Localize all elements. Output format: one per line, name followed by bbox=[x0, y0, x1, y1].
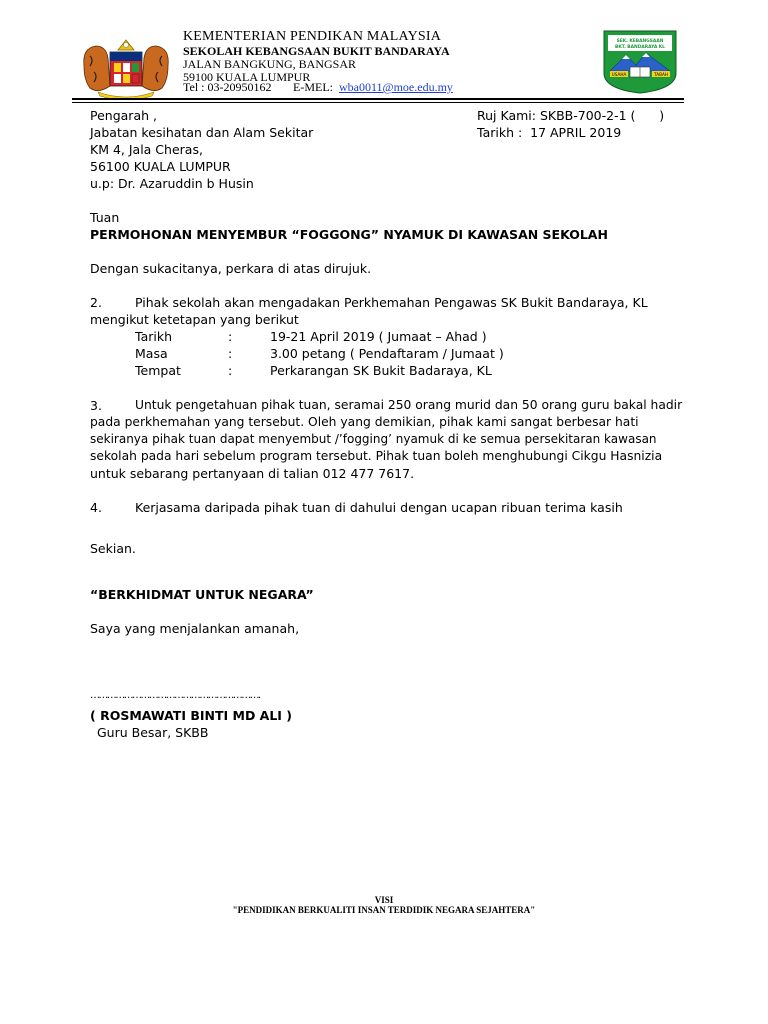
address-line-1: JALAN BANGKUNG, BANGSAR bbox=[183, 57, 357, 71]
letter-date: Tarikh : 17 APRIL 2019 bbox=[477, 125, 622, 140]
paragraph-3-line-3: sekiranya pihak tuan dapat menyembut /’fogging’ nyamuk di ke semua persekitaran kawasan bbox=[90, 432, 657, 446]
paragraph-2-first-line: Pihak sekolah akan mengadakan Perkhemahan Pengawas SK Bukit Bandaraya, KL bbox=[135, 295, 648, 310]
signatory-title: Guru Besar, SKBB bbox=[97, 725, 209, 740]
svg-text:BKT. BANDARAYA KL: BKT. BANDARAYA KL bbox=[615, 45, 665, 50]
detail-label-tempat: Tempat bbox=[135, 363, 181, 378]
email-label: E-MEL: bbox=[293, 80, 333, 94]
paragraph-2-number: 2. bbox=[90, 295, 102, 310]
header-divider bbox=[72, 98, 684, 100]
trust-statement: Saya yang menjalankan amanah, bbox=[90, 621, 300, 636]
detail-sep-tarikh: : bbox=[228, 329, 233, 344]
detail-label-tarikh: Tarikh bbox=[135, 329, 172, 344]
footer-vision-motto: "PENDIDIKAN BERKUALITI INSAN TERDIDIK NEGARA SEJAHTERA" bbox=[232, 905, 536, 915]
paragraph-4-number: 4. bbox=[90, 500, 102, 515]
school-name: SEKOLAH KEBANGSAAN BUKIT BANDARAYA bbox=[183, 44, 450, 58]
ministry-name: KEMENTERIAN PENDIKAN MALAYSIA bbox=[183, 29, 442, 44]
recipient-line-5: u.p: Dr. Azaruddin b Husin bbox=[90, 176, 254, 191]
paragraph-3-line-2: pada perkhemahan yang tersebut. Oleh yang demikian, pihak kami sangat berbesar hati bbox=[90, 415, 639, 429]
detail-label-masa: Masa bbox=[135, 346, 168, 361]
signatory-name: ( ROSMAWATI BINTI MD ALI ) bbox=[90, 708, 293, 723]
paragraph-3-line-5: untuk sebarang pertanyaan di talian 012 477 7617. bbox=[90, 466, 415, 481]
salutation: Tuan bbox=[90, 210, 120, 225]
paragraph-3-line-4: sekolah pada hari sebelum program tersebut. Pihak tuan boleh menghubungi Cikgu Hasnizia bbox=[90, 449, 663, 463]
detail-sep-masa: : bbox=[228, 346, 233, 361]
school-badge-icon bbox=[600, 27, 680, 95]
closing: Sekian. bbox=[90, 541, 136, 556]
detail-value-tarikh: 19-21 April 2019 ( Jumaat – Ahad ) bbox=[270, 329, 487, 344]
footer-visi-label: VISI bbox=[374, 895, 394, 905]
svg-text:TABAH: TABAH bbox=[654, 72, 668, 77]
recipient-line-1: Pengarah , bbox=[90, 108, 157, 123]
paragraph-3-number: 3. bbox=[90, 398, 102, 413]
recipient-line-4: 56100 KUALA LUMPUR bbox=[90, 159, 231, 174]
detail-value-masa: 3.00 petang ( Pendaftaram / Jumaat ) bbox=[270, 346, 504, 361]
signature-line: ……………………………………………………. bbox=[90, 690, 260, 701]
svg-text:USAHA: USAHA bbox=[611, 72, 627, 77]
recipient-line-2: Jabatan kesihatan dan Alam Sekitar bbox=[90, 125, 314, 140]
header-divider-thin bbox=[72, 102, 684, 103]
detail-sep-tempat: : bbox=[228, 363, 233, 378]
subject-line: PERMOHONAN MENYEMBUR “FOGGONG” NYAMUK DI KAWASAN SEKOLAH bbox=[90, 227, 608, 242]
phone: Tel : 03-20950162 bbox=[183, 80, 272, 94]
coat-of-arms-icon bbox=[78, 36, 174, 100]
svg-text:SEK. KEBANGSAAN: SEK. KEBANGSAAN bbox=[616, 39, 664, 44]
email-link[interactable]: wba0011@moe.edu.my bbox=[339, 80, 453, 94]
paragraph-4-text: Kerjasama daripada pihak tuan di dahului dengan ucapan ribuan terima kasih bbox=[135, 500, 623, 515]
slogan: “BERKHIDMAT UNTUK NEGARA” bbox=[90, 587, 314, 602]
paragraph-2-rest: mengikut ketetapan yang berikut bbox=[90, 312, 299, 327]
paragraph-3-line-1: Untuk pengetahuan pihak tuan, seramai 250 orang murid dan 50 orang guru bakal hadir bbox=[135, 398, 683, 412]
paragraph-1: Dengan sukacitanya, perkara di atas dirujuk. bbox=[90, 261, 372, 276]
recipient-line-3: KM 4, Jala Cheras, bbox=[90, 142, 203, 157]
address-line-2: 59100 KUALA LUMPUR bbox=[183, 70, 311, 84]
reference-number: Ruj Kami: SKBB-700-2-1 ( ) bbox=[477, 108, 665, 123]
detail-value-tempat: Perkarangan SK Bukit Badaraya, KL bbox=[270, 363, 492, 378]
